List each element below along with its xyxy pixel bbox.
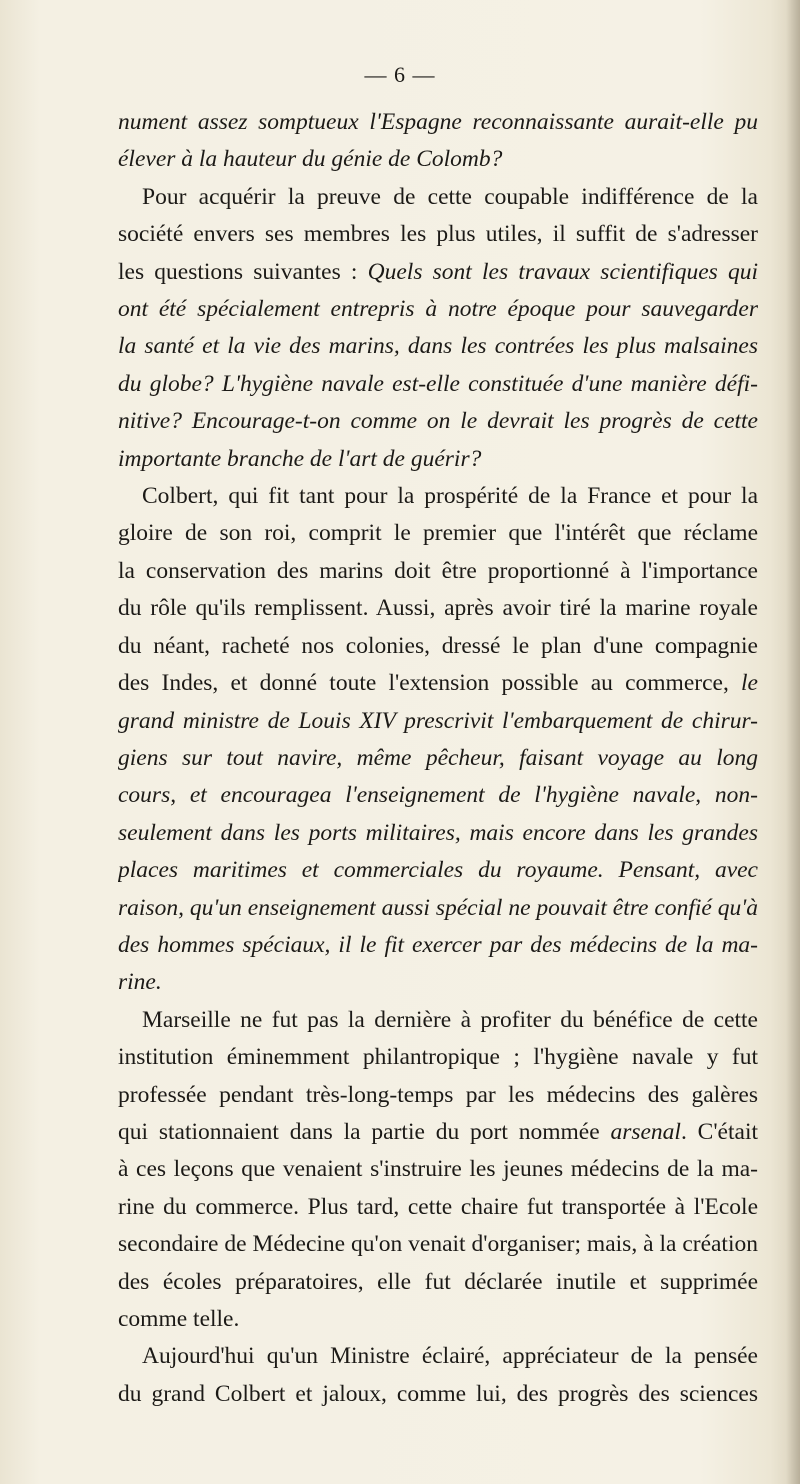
text-line: des hommes spéciaux, il le fit exercer par des médecins de la ma- [118, 931, 758, 958]
text-segment: . C'était [680, 1118, 758, 1145]
text-line: à ces leçons que venaient s'instruire les jeunes médecins de la ma- [118, 1156, 758, 1183]
text-line [118, 179, 758, 216]
page-number: — 6 — [364, 62, 436, 87]
text-line: seulement dans les ports militaires, mais encore dans les grandes [118, 819, 758, 846]
text-line: nitive? Encourage-t-on comme on le devrait les progrès de cette [118, 408, 758, 435]
text-line: la santé et la vie des marins, dans les contrées les plus malsaines [118, 333, 758, 360]
text-line: des écoles préparatoires, elle fut déclarée inutile et supprimée [118, 1268, 758, 1295]
text-line: du globe? L'hygiène navale est-elle constituée d'une manière défi- [118, 370, 758, 397]
text-line: société envers ses membres les plus utiles, il suffit de s'adresser [118, 221, 758, 248]
text-line: Marseille ne fut pas la dernière à profiter du bénéfice de cette [142, 1006, 758, 1033]
text-line: ont été spécialement entrepris à notre époque pour sauvegarder [118, 296, 758, 323]
text-line [118, 665, 758, 702]
text-line: du grand Colbert et jaloux, comme lui, des progrès des sciences [118, 1380, 758, 1407]
text-segment: des Indes, et donné toute l'extension possible au commerce, [118, 670, 742, 697]
text-line: raison, qu'un enseignement aussi spécial ne pouvait être confié qu'à [118, 894, 758, 921]
body-text [118, 104, 758, 1413]
text-line: professée pendant très-long-temps par les médecins des galères [118, 1081, 758, 1108]
text-segment: Pour acquérir la preuve de cette coupable indifférence de la [142, 183, 758, 210]
text-line: places maritimes et commerciales du royaume. Pensant, avec [118, 857, 758, 884]
text-segment: le [741, 670, 758, 697]
text-line: importante branche de l'art de guérir? [118, 445, 482, 472]
text-line: du rôle qu'ils remplissent. Aussi, après avoir tiré la marine royale [118, 595, 758, 622]
text-line: rine. [118, 969, 162, 996]
text-line [118, 254, 758, 291]
text-line [118, 1114, 758, 1151]
text-line: gloire de son roi, comprit le premier que l'intérêt que réclame [118, 520, 758, 547]
text-line: institution éminemment philantropique ; l'hygiène navale y fut [118, 1044, 758, 1071]
text-segment: Quels sont les travaux scientifiques qui [367, 258, 758, 285]
text-line: élever à la hauteur du génie de Colomb? [118, 146, 503, 173]
text-line: rine du commerce. Plus tard, cette chaire fut transportée à l'Ecole [118, 1193, 758, 1220]
page-edge-shadow [786, 0, 800, 1484]
text-line: grand ministre de Louis XIV prescrivit l'embarquement de chirur- [118, 707, 758, 734]
text-segment: qui stationnaient dans la partie du port nommée [118, 1118, 611, 1145]
text-line: Aujourd'hui qu'un Ministre éclairé, appréciateur de la pensée [142, 1343, 758, 1370]
text-line: du néant, racheté nos colonies, dressé le plan d'une compagnie [118, 632, 758, 659]
text-line: Colbert, qui fit tant pour la prospérité de la France et pour la [142, 483, 758, 510]
text-line: comme telle. [118, 1306, 240, 1332]
text-line: secondaire de Médecine qu'on venait d'organiser; mais, à la création [118, 1231, 758, 1258]
text-line: giens sur tout navire, même pêcheur, faisant voyage au long [118, 744, 758, 771]
text-line: la conservation des marins doit être proportionné à l'importance [118, 557, 758, 584]
text-segment: les questions suivantes : [118, 258, 368, 285]
text-line: cours, et encouragea l'enseignement de l'hygiène navale, non- [118, 782, 758, 809]
text-segment: arsenal [610, 1118, 681, 1145]
text-line: nument assez somptueux l'Espagne reconnaissante aurait-elle pu [118, 109, 758, 135]
